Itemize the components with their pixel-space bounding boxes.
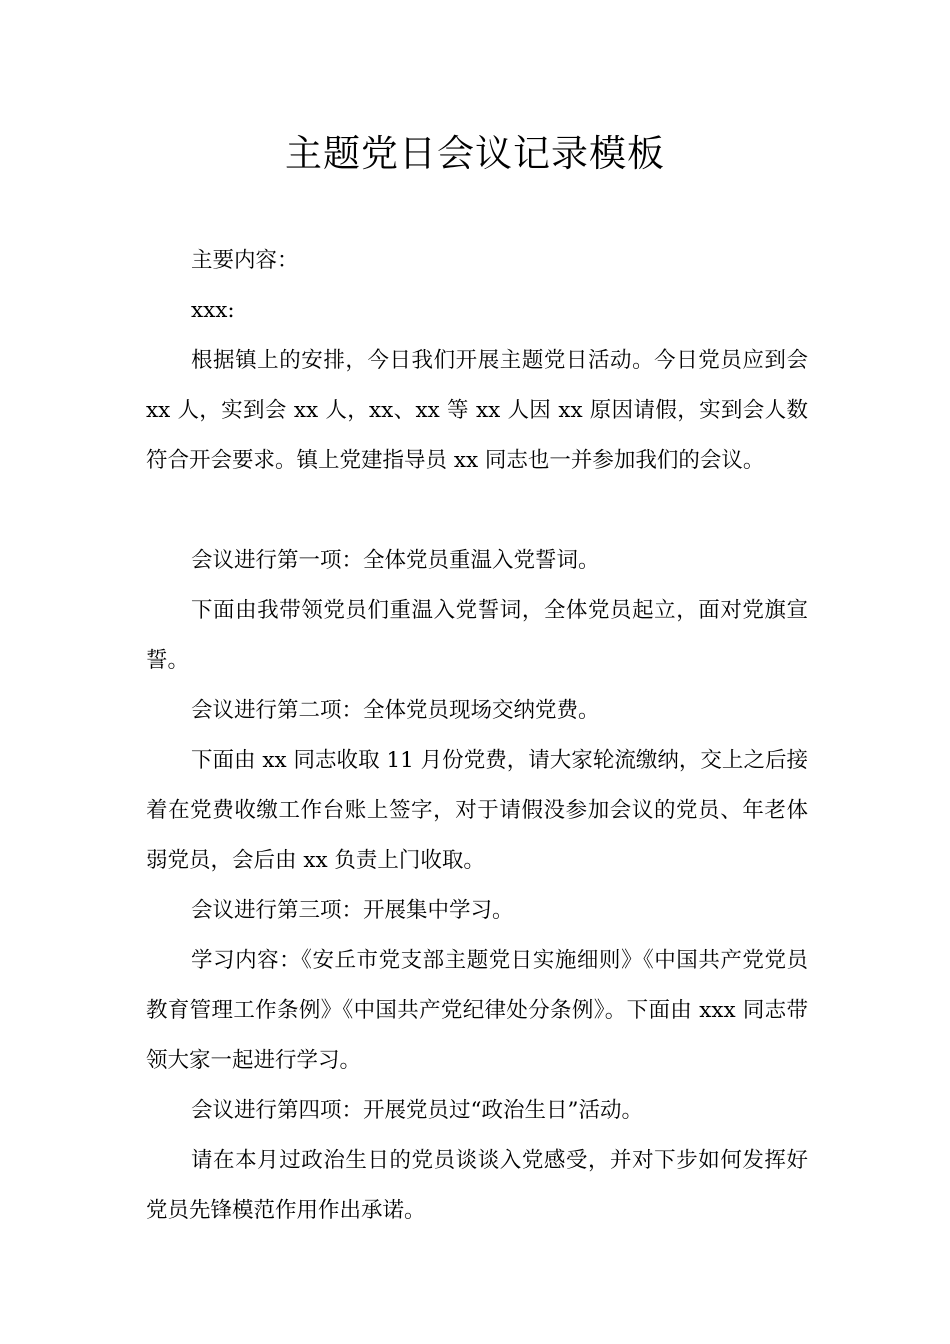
paragraph-item-3-heading: 会议进行第三项：开展集中学习。 bbox=[191, 898, 514, 923]
paragraph-item-1-body: 下面由我带领党员们重温入党誓词，全体党员起立，面对党旗宣誓。 bbox=[146, 598, 808, 673]
paragraph-item-4-heading: 会议进行第四项：开展党员过“政治生日”活动。 bbox=[191, 1098, 643, 1123]
paragraph-attendance: 根据镇上的安排，今日我们开展主题党日活动。今日党员应到会 xx 人，实到会 xx 人，xx、xx 等 xx 人因 xx 原因请假，实到会人数符合开会要求。镇上党建指导员 xx 同志也一并参加我们的会议。 bbox=[146, 348, 808, 473]
paragraph-main-content-label: 主要内容： bbox=[191, 248, 299, 273]
paragraph-item-2-body: 下面由 xx 同志收取 11 月份党费，请大家轮流缴纳，交上之后接着在党费收缴工作台账上签字，对于请假没参加会议的党员、年老体弱党员，会后由 xx 负责上门收取。 bbox=[146, 748, 808, 873]
paragraph-item-1-heading: 会议进行第一项：全体党员重温入党誓词。 bbox=[191, 548, 600, 573]
paragraph-item-4-body: 请在本月过政治生日的党员谈谈入党感受，并对下步如何发挥好党员先锋模范作用作出承诺。 bbox=[146, 1148, 808, 1223]
document-title: 主题党日会议记录模板 bbox=[285, 132, 665, 175]
paragraph-item-2-heading: 会议进行第二项：全体党员现场交纳党费。 bbox=[191, 698, 600, 723]
document-body bbox=[146, 236, 808, 1236]
paragraph-item-3-body: 学习内容：《安丘市党支部主题党日实施细则》《中国共产党党员教育管理工作条例》《中国共产党纪律处分条例》。下面由 xxx 同志带领大家一起进行学习。 bbox=[146, 948, 808, 1073]
paragraph-addressee: xxx: bbox=[191, 298, 235, 323]
paragraph-spacer bbox=[146, 486, 808, 536]
